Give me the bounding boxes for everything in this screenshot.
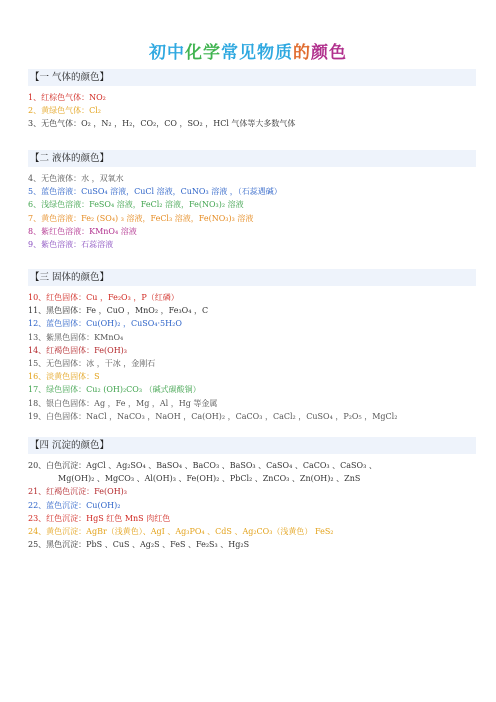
section-heading: 【三 固体的颜色】	[28, 269, 476, 286]
title-segment: 化学	[185, 43, 221, 63]
section-heading: 【四 沉淀的颜色】	[28, 437, 476, 454]
list-item: 22、蓝色沉淀：Cu(OH)₂	[28, 500, 121, 510]
list-item: 14、红褐色固体：Fe(OH)₃	[28, 345, 128, 355]
section-lines	[28, 291, 476, 423]
list-item: 15、无色固体：冰 ，干冰 ，金刚石	[28, 358, 156, 368]
list-item: 5、蓝色溶液：CuSO₄ 溶液，CuCl 溶液，CuNO₃ 溶液 ，（石蕊遇碱）	[28, 187, 282, 197]
list-item: 17、绿色固体：Cu₂ (OH)₂CO₃ （碱式碳酸铜）	[28, 385, 201, 395]
list-item: 19、白色固体：NaCl ，NaCO₃ ，NaOH ，Ca(OH)₂ ，CaCO₃ ，CaCl₂ ，CuSO₄ ，P₂O₅ ，MgCl₂	[28, 411, 398, 421]
list-item: 18、银白色固体：Ag ，Fe ，Mg ，Al ，Hg 等金属	[28, 398, 218, 408]
list-item: 3、无色气体：O₂ ，N₂ ，H₂，CO₂，CO ，SO₂ ，HCl 气体等大多数气体	[28, 119, 296, 129]
title-segment: 常见物质	[221, 43, 293, 63]
section-heading: 【二 液体的颜色】	[28, 150, 476, 167]
list-item: 23、红色沉淀：HgS 红色 MnS 肉红色	[28, 513, 171, 523]
list-item: 12、蓝色固体：Cu(OH)₂ ，CuSO₄·5H₂O	[28, 319, 182, 329]
list-item: 11、黑色固体：Fe ，CuO ，MnO₂ ，Fe₃O₄ ，C	[28, 306, 209, 316]
list-item: 10、红色固体：Cu ，Fe₂O₃ ，P（红磷）	[28, 293, 179, 302]
list-item: 4、无色液体：水 ，双氧水	[28, 174, 124, 183]
title-segment: 颜色	[311, 43, 347, 63]
list-item: 25、黑色沉淀：PbS 、CuS 、Ag₂S 、FeS 、Fe₂S₃ 、Hg₂S	[28, 540, 250, 550]
list-item: 21、红褐色沉淀：Fe(OH)₃	[28, 487, 128, 497]
list-item: 1、红棕色气体：NO₂	[28, 93, 106, 102]
section-heading: 【一 气体的颜色】	[28, 69, 476, 86]
list-item: Mg(OH)₂ 、MgCO₃ 、Al(OH)₃ 、Fe(OH)₂ 、PbCl₂ 、ZnCO₃ 、Zn(OH)₂ 、ZnS	[58, 474, 361, 484]
section-lines	[28, 459, 476, 551]
list-item: 13、紫黑色固体：KMnO₄	[28, 332, 124, 342]
section-liquid	[28, 150, 476, 251]
list-item: 16、淡黄色固体：S	[28, 372, 100, 382]
page-title	[0, 38, 496, 63]
title-segment: 初中	[149, 43, 185, 63]
list-item: 9、紫色溶液：石蕊溶液	[28, 239, 114, 249]
list-item: 7、黄色溶液：Fe₂ (SO₄) ₃ 溶液，FeCl₃ 溶液，Fe(NO₃)₃ 溶液	[28, 213, 254, 223]
section-solid	[28, 269, 476, 423]
list-item: 2、黄绿色气体：Cl₂	[28, 106, 101, 116]
list-item: 8、紫红色溶液：KMnO₄ 溶液	[28, 226, 137, 236]
section-precipitate	[28, 437, 476, 551]
list-item: 6、浅绿色溶液：FeSO₄ 溶液，FeCl₂ 溶液，Fe(NO₃)₂ 溶液	[28, 200, 244, 210]
list-item: 20、白色沉淀：AgCl 、Ag₂SO₄ 、BaSO₄ 、BaCO₃ 、BaSO₃ 、CaSO₄ 、CaCO₃ 、CaSO₃ 、	[28, 461, 377, 470]
list-item: 24、黄色沉淀：AgBr（浅黄色）、AgI 、Ag₃PO₄ 、CdS 、Ag₂CO₃（浅黄色） FeS₂	[28, 526, 334, 536]
section-lines	[28, 91, 476, 131]
section-gas	[28, 69, 476, 131]
section-lines	[28, 172, 476, 251]
title-segment: 的	[293, 43, 311, 63]
